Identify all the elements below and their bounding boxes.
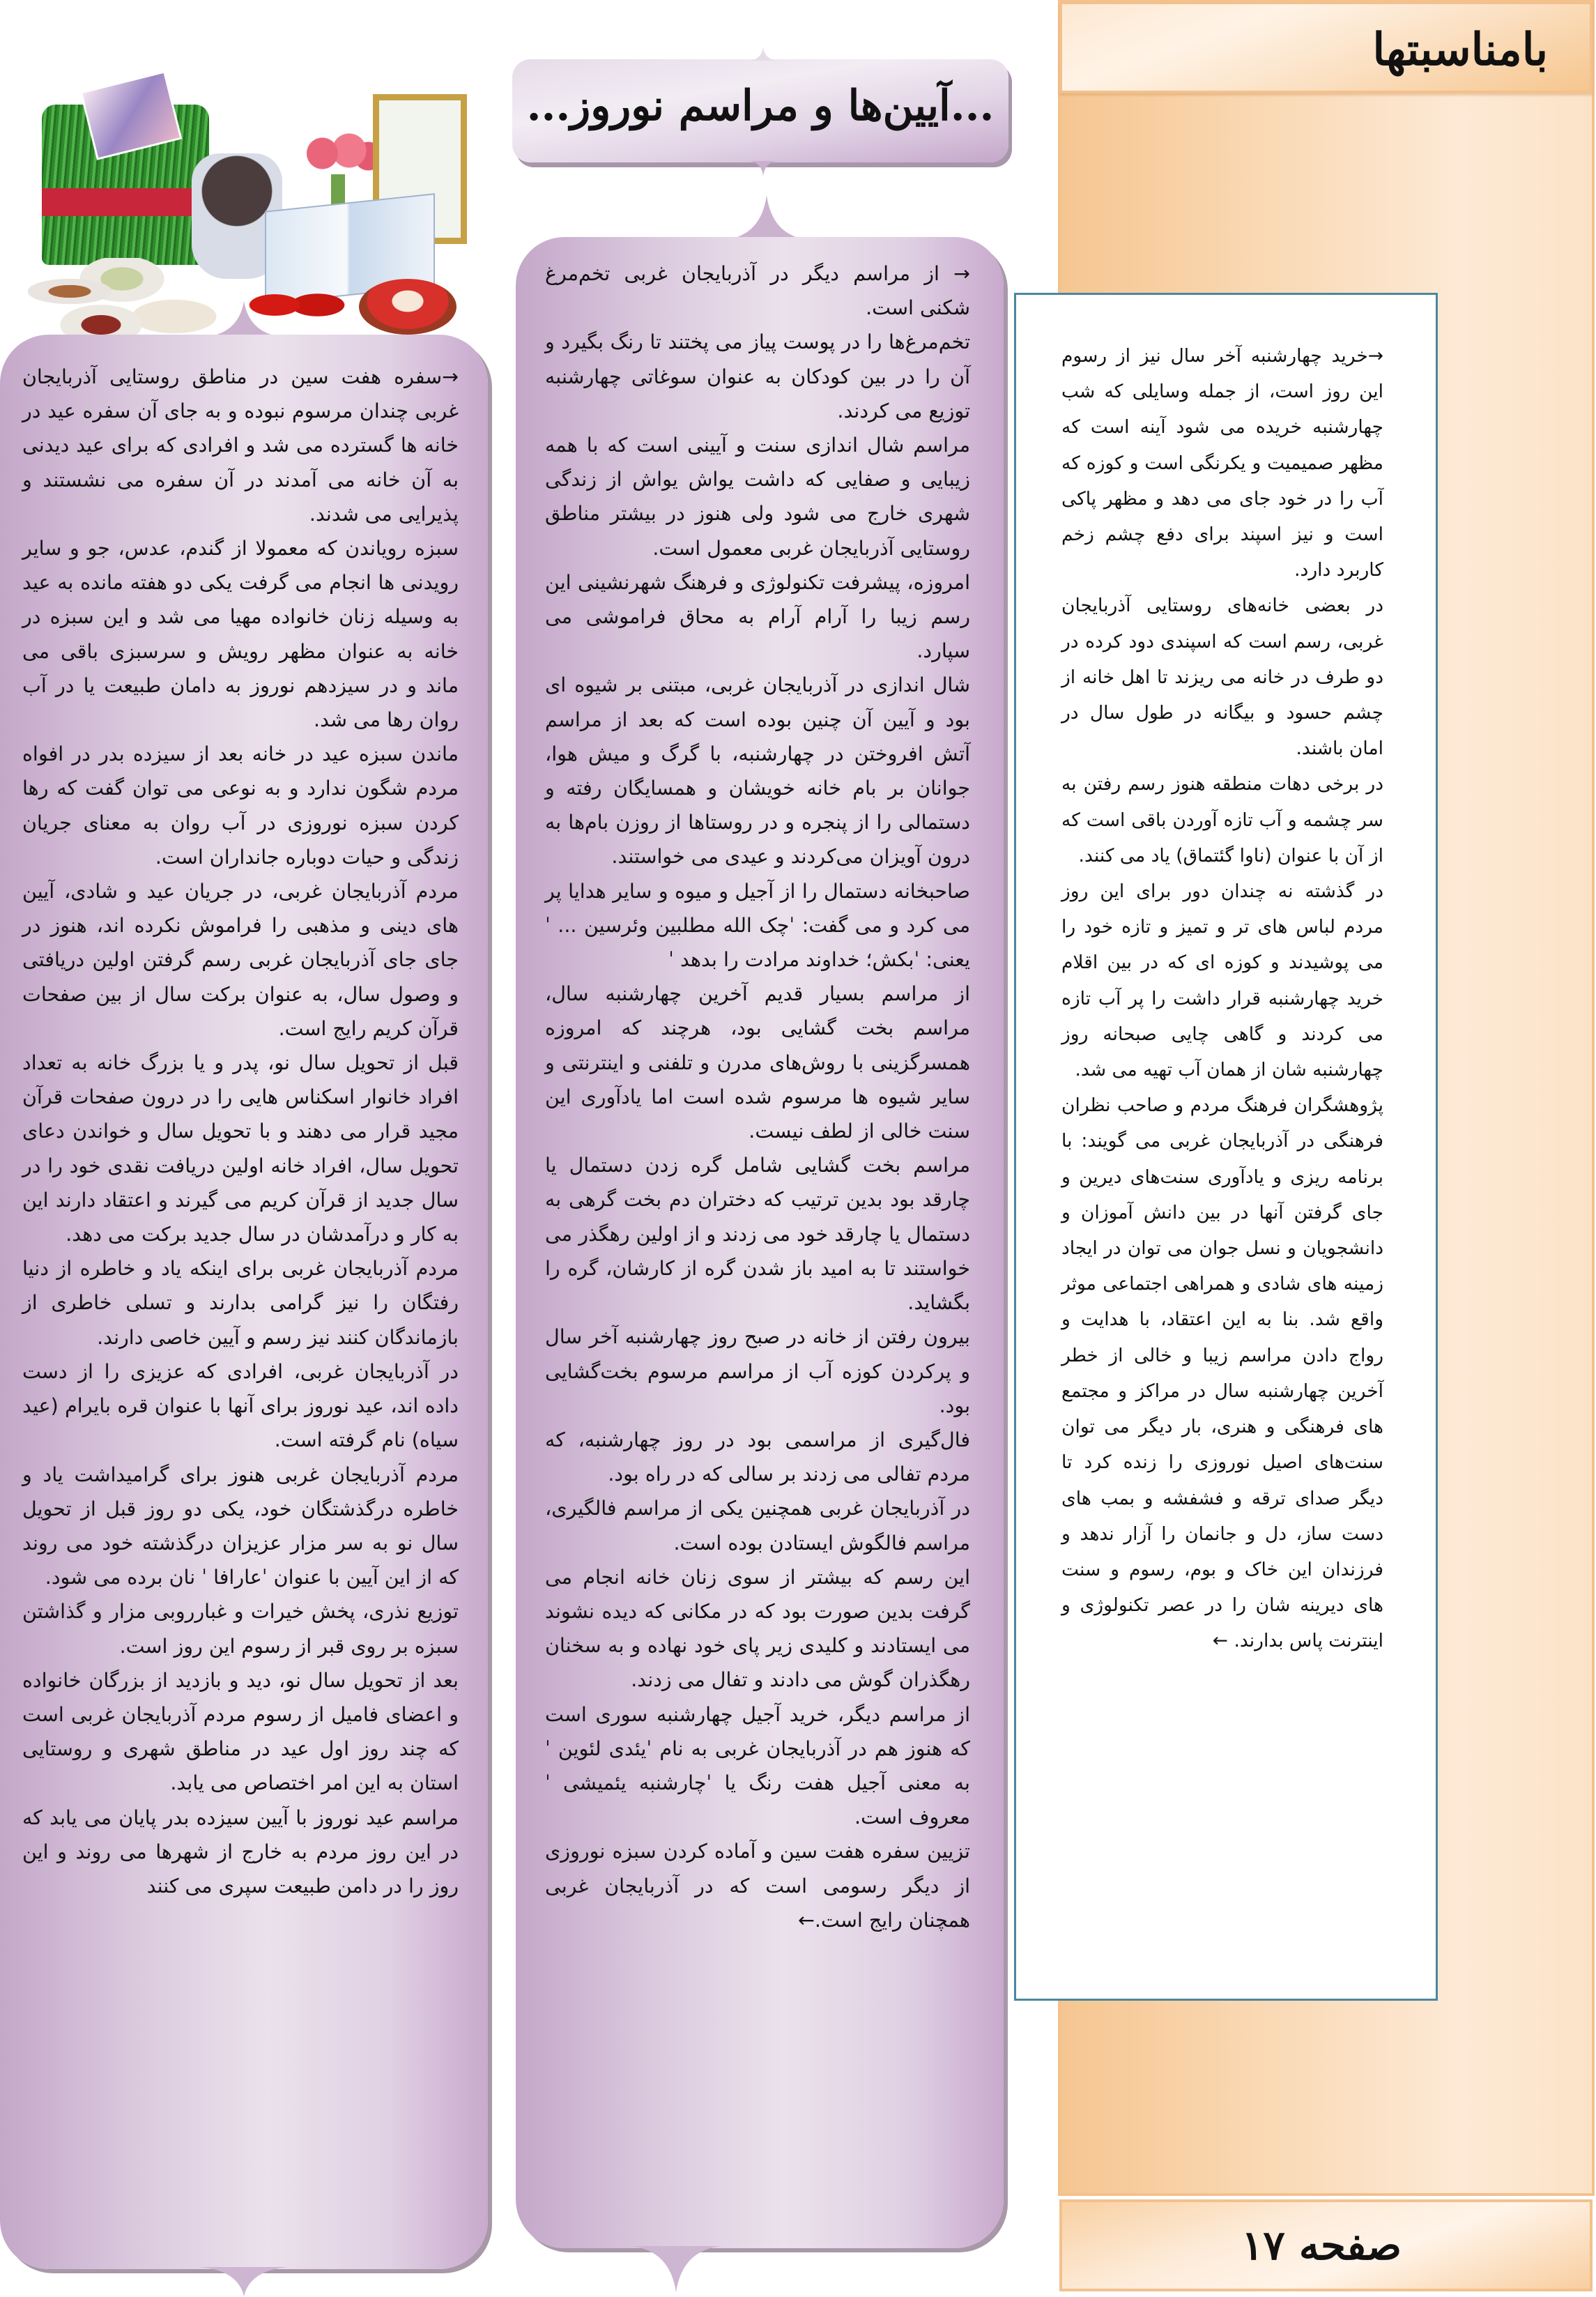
section-title: بامناسبتها xyxy=(1372,24,1548,76)
paragraph: در برخی دهات منطقه هنوز رسم رفتن به سر چشمه و آب تازه آوردن باقی است که از آن با عنوان (ناوا گئتماق) یاد می کنند. xyxy=(1061,773,1383,867)
middle-article-text xyxy=(545,257,970,1937)
mid-card-notch-bottom xyxy=(631,2246,721,2292)
paragraph: در آذربایجان غربی همچنین یکی از مراسم فالگیری، مراسم فالگوش ایستادن بوده است. xyxy=(545,1497,970,1555)
paragraph: مراسم شال اندازی سنت و آیینی است که با همه زیبایی و صفایی که داشت یواش یواش از زندگی شهری خارج می شود ولی هنوز در بیشتر مناطق روستایی آذربایجان غربی معمول است. xyxy=(545,434,970,560)
paragraph: این رسم که بیشتر از سوی زنان خانه انجام می گرفت بدین صورت بود که در مکانی که دیده نشوند می ایستادند و کلیدی زیر پای خود نهاده و به سخنان رهگذران گوش می دادند و تفال می زدند. xyxy=(545,1565,970,1692)
paragraph: قبل از تحویل سال نو، پدر و یا بزرگ خانه به تعداد افراد خانوار اسکناس هایی را در درون صفحات قرآن مجید قرار می دهند و با تحویل سال و خواندن دعای تحویل سال، افراد خانه اولین دریافت نقدی خود را در سال جدید از قرآن کریم می گیرند و اعتقاد دارند این به کار و درآمدشان در سال جدید برکت می دهد. xyxy=(22,1051,459,1246)
left-article-text xyxy=(22,360,459,1903)
page-footer xyxy=(1059,2199,1593,2291)
sidebar-text xyxy=(1061,338,1383,1659)
paragraph: پژوهشگران فرهنگ مردم و صاحب نظران فرهنگی در آذربایجان غربی می گویند: با برنامه ریزی و یادآوری سنت‌های دیرین و جای گرفتن آنها در بین دانش آموزان و دانشجویان و نسل جوان می توان در ایجاد زمینه های شادی و همراهی اجتماعی موثر واقع شد. بنا به این اعتقاد، با هدایت و رواج دادن مراسم زیبا و خالی از خطر آخرین چهارشنبه سال در مراکز و مجتمع های فرهنگی و هنری، بار دیگر می توان سنت‌های اصیل نوروزی را زنده کرد تا دیگر صدای ترقه و فشفشه و بمب های دست ساز، دل و جانمان را آزار ندهد و فرزندان این خاک و بوم، رسوم و سنت های دیرینه شان را در عصر تکنولوژی و اینترنت پاس بدارند. ← xyxy=(1061,1094,1383,1652)
title-notch-top xyxy=(749,47,777,61)
paragraph: تخم‌مرغ‌ها را در پوست پیاز می پختند تا رنگ بگیرد و آن را در بین کودکان به عنوان سوغاتی چهارشنبه توزیع می کردند. xyxy=(545,330,970,422)
sidebar-text-box xyxy=(1014,293,1438,2001)
article-title: ...آیین‌ها و مراسم نوروز... xyxy=(526,82,995,130)
middle-article-card xyxy=(516,237,1004,2248)
mid-card-notch-top xyxy=(725,195,808,240)
paragraph: بعد از تحویل سال نو، دید و بازدید از بزرگان خانواده و اعضای فامیل از رسوم مردم آذربایجان غربی است که چند روز اول عید در مناطق شهری و روستایی استان به این امر اختصاص می یابد. xyxy=(22,1668,459,1795)
paragraph: توزیع نذری، پخش خیرات و غبارروبی مزار و گذاشتن سبزه بر روی قبر از رسوم این روز است. xyxy=(22,1600,459,1658)
paragraph: تزیین سفره هفت سین و آماده کردن سبزه نوروزی از دیگر رسومی است که در آذربایجان غربی همچنان رایج است.← xyxy=(545,1840,970,1932)
left-card-notch-bottom xyxy=(199,2267,289,2296)
left-article-card xyxy=(0,335,488,2269)
paragraph: مراسم عید نوروز با آیین سیزده بدر پایان می یابد که در این روز مردم به خارج از شهرها می روند و این روز را در دامن طبیعت سپری می کنند xyxy=(22,1806,459,1898)
paragraph: →خرید چهارشنبه آخر سال نیز از رسوم این روز است، از جمله وسایلی که شب چهارشنبه خریده می شود آینه است که مظهر صمیمیت و یکرنگی است و کوزه که آب را در خود جای می دهد و مظهر پاکی است و نیز اسپند برای دفع چشم زخم کاربرد دارد. xyxy=(1061,345,1383,581)
title-notch-bottom xyxy=(749,161,777,176)
paragraph: بیرون رفتن از خانه در صبح روز چهارشنبه آخر سال و پرکردن کوزه آب از مراسم مرسوم بخت‌گشایی بود. xyxy=(545,1325,970,1417)
paragraph: از مراسم دیگر، خرید آجیل چهارشنبه سوری است که هنوز هم در آذربایجان غربی به نام ˈیئدی لئوین ˈ به معنی آجیل هفت رنگ یا ˈچارشنبه یئمیشی ˈ معروف است. xyxy=(545,1702,970,1829)
tulips xyxy=(303,125,380,181)
article-title-box xyxy=(512,59,1008,162)
page-number: صفحه ۱۷ xyxy=(1241,2222,1402,2269)
section-header xyxy=(1059,1,1593,93)
paragraph: امروزه، پیشرفت تکنولوژی و فرهنگ شهرنشینی این رسم زیبا را آرام آرام به محاق فراموشی می سپارد. xyxy=(545,570,970,663)
paragraph: صاحبخانه دستمال را از آجیل و میوه و سایر هدایا پر می کرد و می گفت: ˈچک الله مطلبین وئرسین ... ˈ یعنی: ˈبکش؛ خداوند مرادت را بدهد ˈ xyxy=(545,879,970,972)
paragraph: فال‌گیری از مراسمی بود در روز چهارشنبه، که مردم تفالی می زدند بر سالی که در راه بود. xyxy=(545,1428,970,1486)
paragraph: در گذشته نه چندان دور برای این روز مردم لباس های تر و تمیز و تازه خود را می پوشیدند و کوزه ای که در بین اقلام خرید چهارشنبه قرار داشت را پر آب تازه می کردند و گاهی چایی صبحانه روز چهارشنبه شان از همان آب تهیه می شد. xyxy=(1061,880,1383,1081)
paragraph: سبزه رویاندن که معمولا از گندم، عدس، جو و سایر رویدنی ها انجام می گرفت یکی دو هفته مانده به عید به وسیله زنان خانواده مهیا می شد و این سبزه در خانه به عنوان مظهر رویش و سرسبزی باقی می ماند و در سیزدهم نوروز به دامان طبیعت یا در آب روان رها می شد. xyxy=(22,537,459,732)
paragraph: مردم آذربایجان غربی برای اینکه یاد و خاطره از دنیا رفتگان را نیز گرامی بدارند و تسلی خاطری از بازماندگان کنند نیز رسم و آیین خاصی دارند. xyxy=(22,1257,459,1349)
haft-sin-image xyxy=(7,28,481,335)
paragraph: مردم آذربایجان غربی هنوز برای گرامیداشت یاد و خاطره درگذشتگان خود، یکی دو روز قبل از تحویل سال نو به سر مزار عزیزان درگذشته خود می روند که از این آیین با عنوان ˈعارافا ˈ نان برده می شود. xyxy=(22,1463,459,1589)
paragraph: در بعضی خانه‌های روستایی آذربایجان غربی، رسم است که اسپندی دود کرده در دو طرف در خانه می ریزند تا اهل خانه از چشم حسود و بیگانه در طول سال در امان باشند. xyxy=(1061,595,1383,760)
paragraph: مراسم بخت گشایی شامل گره زدن دستمال یا چارقد بود بدین ترتیب که دختران دم بخت گرهی به دستمال یا چارقد خود می زدند و از اولین رهگذر می خواستند تا به امید باز شدن گره از کارشان، گره را بگشاید. xyxy=(545,1154,970,1315)
paragraph: ماندن سبزه عید در خانه بعد از سیزده بدر در افواه مردم شگون ندارد و به نوعی می توان گفت که رها کردن سبزه نوروزی در آب روان به معنای جریان زندگی و حیات دوباره جانداران است. xyxy=(22,742,459,869)
paragraph: شال اندازی در آذربایجان غربی، مبتنی بر شیوه ای بود و آیین آن چنین بوده است که بعد از مراسم آتش افروختن در چهارشنبه، با گرگ و میش هوا، جوانان بر بام خانه خویشان و همسایگان رفته و دستمالی را از پنجره و در روستاها از روزن بام‌ها به درون آویزان می‌کردند و عیدی می خواستند. xyxy=(545,673,970,869)
paragraph: از مراسم بسیار قدیم آخرین چهارشنبه سال، مراسم بخت گشایی بود، هرچند که امروزه همسرگزینی با روش‌های مدرن و تلفنی و اینترنتی و سایر شیوه ها مرسوم شده است اما یادآوری این سنت خالی از لطف نیست. xyxy=(545,982,970,1143)
left-card-notch-top xyxy=(202,301,286,337)
red-ribbon xyxy=(42,188,209,216)
paragraph: در آذربایجان غربی، افرادی که عزیزی را از دست داده اند، عید نوروز برای آنها با عنوان قره بایرام (عید سیاه) نام گرفته است. xyxy=(22,1359,459,1452)
paragraph: → از مراسم دیگر در آذربایجان غربی تخم‌مرغ شکنی است. xyxy=(545,262,970,320)
candle-dish xyxy=(359,279,456,335)
paragraph: مردم آذربایجان غربی، در جریان عید و شادی، آیین های دینی و مذهبی را فراموش نکرده اند، هنوز در جای جای آذربایجان غربی رسم گرفتن اولین دریافتی و وصول سال، به عنوان برکت سال از بین صفحات قرآن کریم رایج است. xyxy=(22,880,459,1040)
paragraph: →سفره هفت سین در مناطق روستایی آذربایجان غربی چندان مرسوم نبوده و به جای آن سفره عید در خانه ها گسترده می شد و افرادی که برای عید دیدنی به آن خانه می آمدند در آن سفره می نشستند و پذیرایی می شدند. xyxy=(22,365,459,526)
